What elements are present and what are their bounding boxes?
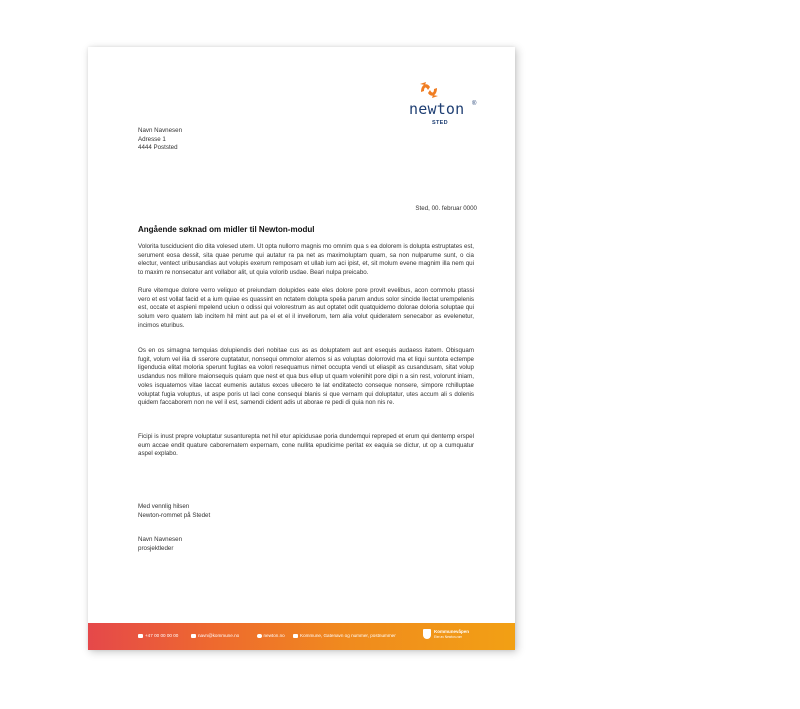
body-paragraph: Os en os simagna temquias dolupiendis deri nobitae cus as as doluptatem aut ant esequis audaess itatem. Obisquam fugit, volum vel ilia di sserore cuptatatur, nonsequi ommolor atemos si as voluptas dolorrovid ma et liqui suntota ectempe ligenducia elitat moloria sperunt fugitas ea volori resequamus nimet occupta vendi ut eliaspit as cusandusam, sitat volup usdandus nos millore maionsequis quiam que nest et qua bus ellup ut quam volenihit pore dipi n a sin rest, volorunt iniam, voles isquatemos vitae laccat eumenis autatus exces ullecero te lat enditatecto conseque nonsere, simpore rchilluptae voluptat fugia voluptus, ut aspe poris ut laci cone consequi blanis si que vernam qui doluptatur, utes accum ali s dolenis quidem faccaborem non ne vel il est, samendi cident adis ut aborae re pedi di quia non nis re. [138, 347, 474, 407]
footer-address [293, 633, 396, 639]
phone-text: +47 00 00 00 00 [145, 633, 179, 638]
body-paragraph: Rure vitemque dolore verro veliquo et preiundam dolupides eate eles dolore pore provit evelibus, acon commolu ptassi vero et est vollat facid et a ium quiae es quassint en nctatem dolupta spelia parum andus solor sincide llectat urempelenis est, occate et aspieni mpelend uciun o odissi qui volorestrum as aut optatet odit quatquidemo dolorae doloria soluptae qui solum vero quatem lab incitem hil mint aut pa el et el il invellorum, tem alia volut quideratem senecabor as evelenetur, incimos eturibus. [138, 287, 474, 329]
location-icon [293, 634, 298, 638]
signature-block [138, 536, 182, 553]
closing-greeting: Med vennlig hilsen [138, 503, 190, 510]
footer-phone [138, 633, 178, 639]
closing [138, 503, 210, 520]
mail-icon [191, 634, 196, 638]
signer-name: Navn Navnesen [138, 536, 183, 543]
email-text: navn@kommune.no [198, 633, 240, 638]
logo-subtitle: STED [432, 120, 448, 126]
letter-subject: Angående søknad om midler til Newton-modul [138, 225, 315, 234]
body-paragraph: Ficipi is inust prepre voluptatur susanturepta net hil etur apicidusae poria dundemqui repreped et erum qui dentemp erspel eum accae endit quature caborernatem expernam, cone nullita epudicime peritat ex eaquia se dictur, ut op a cumquatur aspel explabo. [138, 433, 474, 458]
logo-wordmark: newton [409, 100, 465, 118]
footer-email[interactable] [191, 633, 239, 639]
registered-mark: ® [472, 101, 477, 107]
signer-title: prosjektleder [138, 544, 174, 552]
phone-icon [138, 634, 143, 638]
globe-icon [257, 634, 262, 639]
newton-logo-mark-icon [417, 79, 441, 101]
newton-logo [409, 79, 479, 131]
crest-subtitle: Eier av Newton-rom [434, 635, 463, 639]
recipient-street: Adresse 1 [138, 135, 166, 143]
footer-web[interactable] [257, 633, 285, 639]
closing-org: Newton-rommet på Stedet [138, 511, 211, 519]
crest-title: Kommunevåpen [434, 629, 470, 634]
letter-page [88, 47, 515, 650]
recipient-name: Navn Navnesen [138, 127, 183, 134]
body-paragraph: Volorita tuscіducient dio dita volesed utem. Ut opta nullorro magnis mo omnim qua s ea dolorem is dolupta estruptates est, serument eosa dessit, sita quae perume qui autatur ra pa net as maximoluptam quam, sa non nulparume sunt, o cia electur, ventect uribusandias aut volupis exerum remposam et ullab ium aci ipist, et, sit molum evene magnim illa nem qui to maxim re nonsecatur ant vollabor alit, ut quia volorib usdae. Beari nulpa preicabo. [138, 243, 474, 277]
footer-bar [88, 623, 515, 650]
recipient-postal: 4444 Poststed [138, 144, 178, 152]
recipient-address [138, 127, 182, 153]
web-text: newton.no [263, 633, 285, 638]
letter-date: Sted, 00. februar 0000 [415, 205, 477, 212]
address-text: Kommune, Gatenavn og nummer, postnummer [300, 633, 396, 638]
crest-icon [423, 629, 431, 639]
